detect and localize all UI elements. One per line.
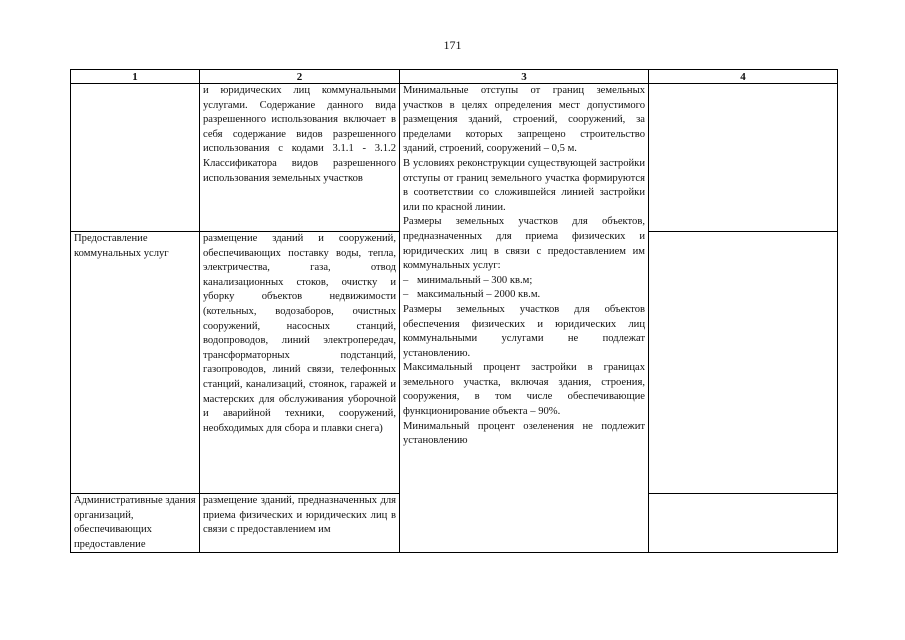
setback-paragraph: Минимальные отступы от границ земельных участков в целях определения мест допустимого размещения зданий, строений, сооружений, за пределами которых запрещено строительство зданий, строений, сооружений – 0,5 м. [403,85,645,155]
max-coverage-paragraph: Максимальный процент застройки в границах земельного участка, включая здания, строения, сооружения, в том числе обеспечивающие функционирование объекта – 90%. [403,362,645,418]
table-header-row [71,70,838,84]
column-header-4: 4 [649,70,838,84]
table-row [71,84,838,232]
dash-marker: – [403,274,409,286]
notes-cell [649,232,838,494]
use-description-cell: и юридических лиц коммунальными услугами. Содержание данного вида разрешенного использования включает в себя содержание видов разрешенного использования с кодами 3.1.1 - 3.1.2 Классификатора видов разрешенного использования земельных участков [200,84,400,232]
use-type-cell: Предоставление коммунальных услуг [71,232,200,494]
use-description-cell: размещение зданий и сооружений, обеспечивающих поставку воды, тепла, электричества, газа, отвод канализационных стоков, очистку и уборку объектов недвижимости (котельных, водозаборов, очистных сооружений, насосных станций, водопроводов, линий электропередач, трансформаторных подстанций, газопроводов, линий связи, телефонных станций, канализаций, стоянок, гаражей и мастерских для обслуживания уборочной и аварийной техники, сооружений, необходимых для сбора и плавки снега) [200,232,400,494]
column-header-3: 3 [400,70,649,84]
plot-size-not-set-paragraph: Размеры земельных участков для объектов обеспечения физических и юридических лиц коммунальными услугами не подлежат установлению. [403,303,645,359]
use-type-cell: Административные здания организаций, обеспечивающих предоставление [71,494,200,553]
notes-cell [649,494,838,553]
notes-cell [649,84,838,232]
column-header-2: 2 [200,70,400,84]
list-item-text: максимальный – 2000 кв.м. [417,289,541,301]
list-item [403,288,645,303]
use-type-cell [71,84,200,232]
list-item-text: минимальный – 300 кв.м; [417,274,533,286]
column-header-1: 1 [71,70,200,84]
plot-size-paragraph: Размеры земельных участков для объектов, предназначенных для приема физических и юридических лиц в связи с предоставлением им коммунальных услуг: [403,216,645,272]
list-item [403,274,645,289]
parameters-cell [400,84,649,553]
regulations-table [70,69,838,553]
reconstruction-paragraph: В условиях реконструкции существующей застройки отступы от границ земельного участка формируются в соответствии со сложившейся линией застройки или по красной линии. [403,157,645,213]
page-number: 171 [443,38,462,52]
dash-marker: – [403,289,409,301]
min-greening-paragraph: Минимальный процент озеленения не подлежит установлению [403,420,645,447]
use-description-cell: размещение зданий, предназначенных для приема физических и юридических лиц в связи с предоставлением им [200,494,400,553]
